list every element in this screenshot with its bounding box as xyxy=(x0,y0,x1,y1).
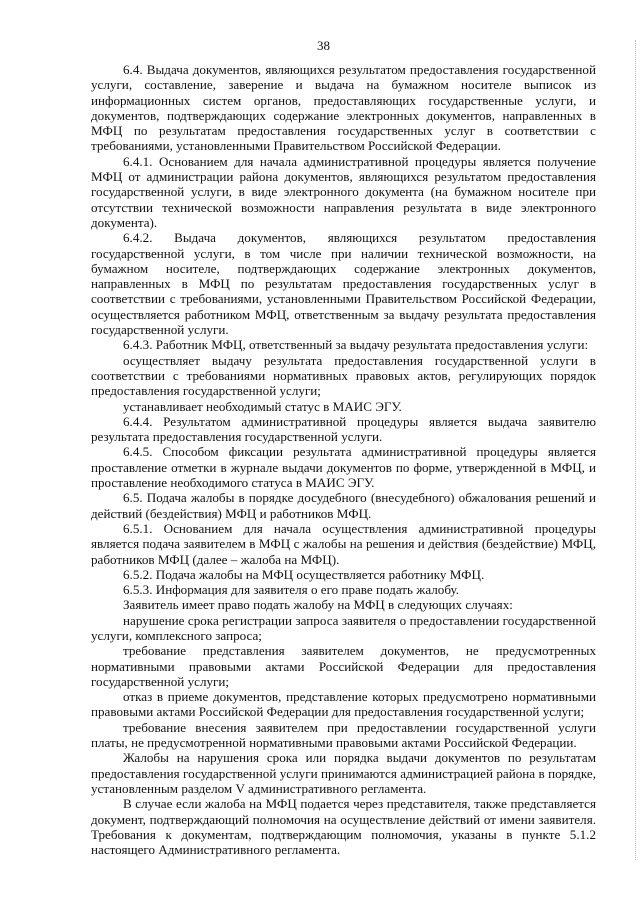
paragraph-set-status: устанавливает необходимый статус в МАИС ЭГУ. xyxy=(123,398,402,414)
paragraph-6-4-2: 6.4.2. Выдача документов, являющихся результатом предоставления государственной услуги, в том числе при наличии технической возможности, на бумажном носителе, подтверждающих содержание электронных документов, направленных в МФЦ по результатам предоставления государственных услуг в соответствии с требованиями, установленными Правительством Российской Федерации, осуществляется работником МФЦ, ответственным за выдачу результата предоставления государственной услуги. xyxy=(91,230,596,338)
paragraph-right-to-complain: Заявитель имеет право подать жалобу на МФЦ в следующих случаях: xyxy=(123,597,513,613)
paragraph-case-deadline: нарушение срока регистрации запроса заявителя о предоставлении государственной услуги, комплексного запроса; xyxy=(91,612,596,643)
paragraph-6-4-5: 6.4.5. Способом фиксации результата административной процедуры является проставление отметки в журнале выдачи документов по форме, утвержденной в МФЦ, и проставление необходимого статуса в МАИС ЭГУ. xyxy=(91,444,596,491)
paragraph-case-payment: требование внесения заявителем при предоставлении государственной услуги платы, не предусмотренной нормативными правовыми актами Российской Федерации. xyxy=(91,719,596,751)
paragraph-6-4-1: 6.4.1. Основанием для начала административной процедуры является получение МФЦ от администрации района документов, являющихся результатом предоставления государственной услуги, в виде электронного документа (на бумажном носителе при отсутствии технической возможности направления результата в виде электронного документа). xyxy=(91,153,596,230)
paragraph-6-4: 6.4. Выдача документов, являющихся результатом предоставления государственной услуги, составление, заверение и выдача на бумажном носителе выписок из информационных систем органов, предоставляющих государственные услуги, и документов, подтверждающих содержание электронных документов, направленных в МФЦ по результатам предоставления государственных услуг в соответствии с требованиями, установленными Правительством Российской Федерации. xyxy=(91,62,596,154)
paragraph-6-5-3: 6.5.3. Информация для заявителя о его праве подать жалобу. xyxy=(123,582,460,598)
paragraph-6-5-1: 6.5.1. Основанием для начала осуществления административной процедуры является подача заявителем в МФЦ с жалобы на решения и действия (бездействие) МФЦ, работников МФЦ (далее – жалоба на МФЦ). xyxy=(91,520,596,567)
page-number: 38 xyxy=(317,38,330,53)
scan-edge xyxy=(632,40,636,860)
paragraph-representative: В случае если жалоба на МФЦ подается через представителя, также представляется документ, подтверждающий полномочия на осуществление действий от имени заявителя. Требования к документам, подтверждающим полномочия, указаны в пункте 5.1.2 настоящего Административного регламента. xyxy=(91,796,596,858)
paragraph-complaints-procedure: Жалобы на нарушения срока или порядка выдачи документов по результатам предоставления государственной услуги принимаются администрацией района в порядке, установленным разделом V административного регламента. xyxy=(91,750,596,796)
paragraph-case-refusal: отказ в приеме документов, представление которых предусмотрено нормативными правовыми актами Российской Федерации для предоставления государственной услуги; xyxy=(91,689,596,720)
paragraph-case-documents: требование представления заявителем документов, не предусмотренных нормативными правовыми актами Российской Федерации для предоставления государственной услуги; xyxy=(91,643,596,689)
paragraph-6-5: 6.5. Подача жалобы в порядке досудебного (внесудебного) обжалования решений и действий (бездействия) МФЦ и работников МФЦ. xyxy=(91,490,596,521)
paragraph-6-4-4: 6.4.4. Результатом административной процедуры является выдача заявителю результата предоставления государственной услуги. xyxy=(91,413,596,445)
paragraph-6-5-2: 6.5.2. Подача жалобы на МФЦ осуществляется работнику МФЦ. xyxy=(123,566,485,582)
paragraph-6-4-3: 6.4.3. Работник МФЦ, ответственный за выдачу результата предоставления услуги: xyxy=(123,337,589,353)
paragraph-issue-result: осуществляет выдачу результата предоставления государственной услуги в соответствии с требованиями нормативных правовых актов, регулирующих порядок предоставления государственной услуги; xyxy=(91,352,596,399)
